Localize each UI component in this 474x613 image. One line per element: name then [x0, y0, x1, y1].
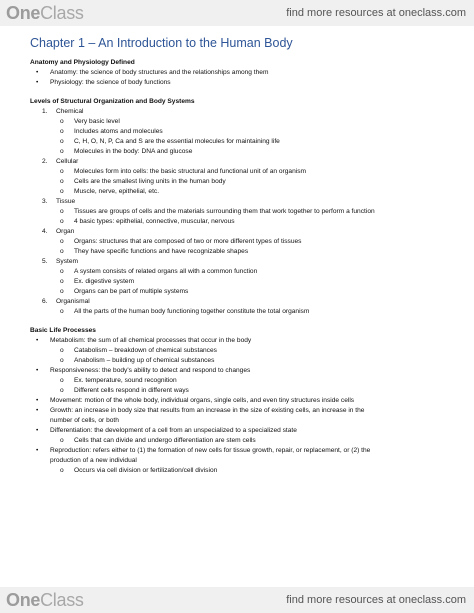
list-item: 4. Organ: [42, 228, 75, 235]
resources-link[interactable]: find more resources at oneclass.com: [286, 7, 466, 19]
list-item: o Muscle, nerve, epithelial, etc.: [60, 188, 160, 195]
bullet-icon: •: [36, 427, 39, 434]
logo-text-one: One: [6, 3, 41, 23]
logo-text-one: One: [6, 590, 41, 610]
oneclass-logo[interactable]: [6, 3, 84, 24]
circle-bullet-icon: o: [60, 148, 64, 155]
circle-bullet-icon: o: [60, 218, 64, 225]
top-banner: [0, 0, 474, 26]
circle-bullet-icon: o: [60, 208, 64, 215]
oneclass-logo[interactable]: [6, 590, 84, 611]
bullet-icon: •: [36, 447, 39, 454]
list-item: o All the parts of the human body functioning together constitute the total organism: [60, 308, 310, 315]
list-item: o Anabolism – building up of chemical substances: [60, 357, 215, 364]
list-item: • Anatomy: the science of body structures and the relationships among them: [36, 69, 269, 76]
list-item: • Physiology: the science of body functions: [36, 79, 171, 86]
circle-bullet-icon: o: [60, 467, 64, 474]
logo-text-class: Class: [40, 3, 84, 23]
circle-bullet-icon: o: [60, 347, 64, 354]
circle-bullet-icon: o: [60, 357, 64, 364]
section-heading: Anatomy and Physiology Defined: [30, 59, 135, 66]
list-item: o Occurs via cell division or fertilization/cell division: [60, 467, 218, 474]
list-item: • Reproduction: refers either to (1) the formation of new cells for tissue growth, repair, or replacement, or (2) the: [36, 447, 371, 454]
logo-text-class: Class: [40, 590, 84, 610]
list-item: o Very basic level: [60, 118, 120, 125]
circle-bullet-icon: o: [60, 188, 64, 195]
list-item: • Movement: motion of the whole body, individual organs, single cells, and even tiny structures inside cells: [36, 397, 355, 404]
list-item-continuation: number of cells, or both: [50, 417, 119, 424]
circle-bullet-icon: o: [60, 168, 64, 175]
circle-bullet-icon: o: [60, 377, 64, 384]
circle-bullet-icon: o: [60, 128, 64, 135]
circle-bullet-icon: o: [60, 268, 64, 275]
list-item: o Tissues are groups of cells and the materials surrounding them that work together to perform a function: [60, 208, 375, 215]
list-item: o A system consists of related organs all with a common function: [60, 268, 258, 275]
circle-bullet-icon: o: [60, 387, 64, 394]
circle-bullet-icon: o: [60, 238, 64, 245]
circle-bullet-icon: o: [60, 118, 64, 125]
list-item: 3. Tissue: [42, 198, 76, 205]
list-item: • Responsiveness: the body's ability to detect and respond to changes: [36, 367, 251, 374]
list-item: o Ex. digestive system: [60, 278, 135, 285]
list-item: o Cells that can divide and undergo differentiation are stem cells: [60, 437, 256, 444]
list-item: • Growth: an increase in body size that results from an increase in the size of existing cells, an increase in the: [36, 407, 365, 414]
section-heading: Basic Life Processes: [30, 327, 96, 334]
list-item: o Molecules in the body: DNA and glucose: [60, 148, 193, 155]
list-item: 5. System: [42, 258, 78, 265]
bullet-icon: •: [36, 407, 39, 414]
bottom-banner: [0, 587, 474, 613]
section-heading: Levels of Structural Organization and Body Systems: [30, 98, 195, 105]
resources-link[interactable]: find more resources at oneclass.com: [286, 594, 466, 606]
circle-bullet-icon: o: [60, 138, 64, 145]
document-body: [30, 36, 460, 476]
circle-bullet-icon: o: [60, 178, 64, 185]
list-item: o Ex. temperature, sound recognition: [60, 377, 177, 384]
list-item: • Metabolism: the sum of all chemical processes that occur in the body: [36, 337, 252, 344]
list-item: o Cells are the smallest living units in the human body: [60, 178, 226, 185]
circle-bullet-icon: o: [60, 248, 64, 255]
list-item: 2. Cellular: [42, 158, 79, 165]
list-item: o Molecules form into cells: the basic structural and functional unit of an organism: [60, 168, 306, 175]
list-item: o Organs can be part of multiple systems: [60, 288, 189, 295]
list-item: o 4 basic types: epithelial, connective, muscular, nervous: [60, 218, 235, 225]
list-item: • Differentiation: the development of a cell from an unspecialized to a specialized state: [36, 427, 297, 434]
bullet-icon: •: [36, 367, 39, 374]
bullet-icon: •: [36, 397, 39, 404]
page-title: Chapter 1 – An Introduction to the Human Body: [30, 36, 293, 50]
circle-bullet-icon: o: [60, 308, 64, 315]
circle-bullet-icon: o: [60, 288, 64, 295]
bullet-icon: •: [36, 79, 39, 86]
list-item: 6. Organismal: [42, 298, 90, 305]
bullet-icon: •: [36, 69, 39, 76]
list-item: 1. Chemical: [42, 108, 84, 115]
list-item: o Catabolism – breakdown of chemical substances: [60, 347, 217, 354]
circle-bullet-icon: o: [60, 437, 64, 444]
list-item: o Includes atoms and molecules: [60, 128, 163, 135]
list-item: o C, H, O, N, P, Ca and S are the essential molecules for maintaining life: [60, 138, 280, 145]
circle-bullet-icon: o: [60, 278, 64, 285]
list-item-continuation: production of a new individual: [50, 457, 137, 464]
list-item: o They have specific functions and have recognizable shapes: [60, 248, 249, 255]
list-item: o Organs: structures that are composed of two or more different types of tissues: [60, 238, 302, 245]
bullet-icon: •: [36, 337, 39, 344]
list-item: o Different cells respond in different ways: [60, 387, 189, 394]
